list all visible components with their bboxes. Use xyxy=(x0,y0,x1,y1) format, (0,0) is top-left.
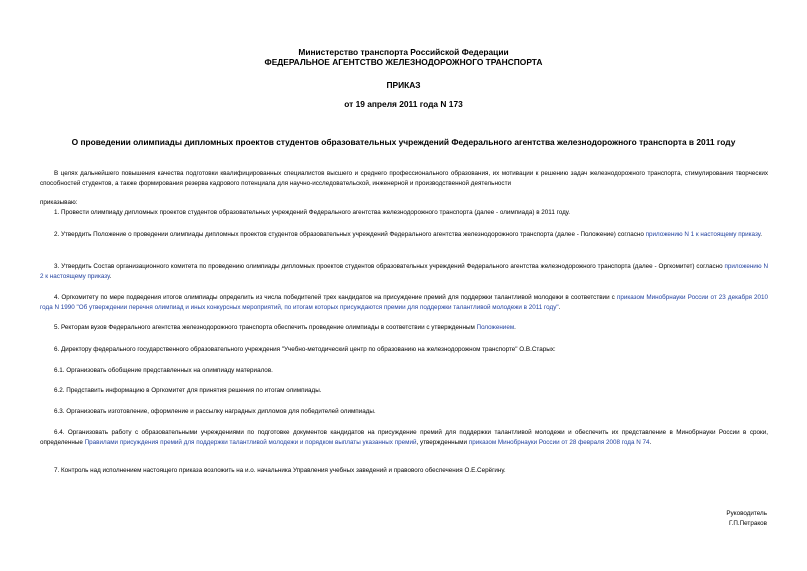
award-rules-link[interactable]: Правилами присуждения премий для поддержки талантливой молодежи и порядком выплаты указанных премий xyxy=(84,438,417,446)
item-2-text: 2. Утвердить Положение о проведении олимпиады дипломных проектов студентов образовательных учреждений Федерального агентства железнодорожного транспорта (далее - Положение) согласно xyxy=(54,231,646,238)
order-word: приказываю: xyxy=(40,199,78,206)
ministry-name: Министерство транспорта Российской Федерации xyxy=(298,47,509,57)
item-6-4-mid: , утвержденными xyxy=(416,438,469,446)
item-2 xyxy=(40,230,768,240)
signatory-position: Руководитель xyxy=(726,510,767,517)
item-6-4-end: . xyxy=(649,438,652,446)
item-2-end: . xyxy=(760,231,763,238)
doc-title: О проведении олимпиады дипломных проектов студентов образовательных учреждений Федерального агентства железнодорожного транспорта в 2011 году xyxy=(71,137,736,147)
item-6-3: 6.3. Организовать изготовление, оформление и рассылку наградных дипломов для победителей олимпиады. xyxy=(54,408,376,415)
item-5-text: 5. Ректорам вузов Федерального агентства железнодорожного транспорта обеспечить проведение олимпиады в соответствии с утвержденным xyxy=(54,324,477,331)
item-7: 7. Контроль над исполнением настоящего приказа возложить на и.о. начальника Управления учебных заведений и правового обеспечения О.Е.Серёгину. xyxy=(54,467,506,474)
doc-date-number: от 19 апреля 2011 года N 173 xyxy=(344,99,463,109)
item-1: 1. Провести олимпиаду дипломных проектов студентов образовательных учреждений Федерального агентства железнодорожного транспорта (далее - олимпиада) в 2011 году. xyxy=(54,209,571,216)
item-6-1: 6.1. Организовать обобщение представленных на олимпиаду материалов. xyxy=(54,367,273,374)
item-5-end: . xyxy=(514,324,516,331)
item-6-2: 6.2. Представить информацию в Оргкомитет для принятия решения по итогам олимпиады. xyxy=(54,387,322,394)
item-6-4-text: 6.4. Организовать работу с образовательными учреждениями по подготовке документов кандидатов на присуждение премий для поддержки талантливой молодежи и обеспечить их представление в Минобрнауки России в сроки, определенные xyxy=(40,429,768,446)
item-3-end: . xyxy=(109,272,112,280)
regulation-link[interactable]: Положением xyxy=(476,324,515,331)
item-3 xyxy=(40,262,768,281)
doc-type: ПРИКАЗ xyxy=(386,80,421,90)
signatory-name: Г.П.Петраков xyxy=(728,520,767,527)
item-3-text: 3. Утвердить Состав организационного комитета по проведению олимпиады дипломных проектов студентов образовательных учреждений Федерального агентства железнодорожного транспорта (далее - Оргкомитет) согласно xyxy=(54,263,725,270)
item-6: 6. Директору федерального государственного образовательного учреждения "Учебно-методический центр по образованию на железнодорожном транспорте" О.В.Старых: xyxy=(54,346,556,353)
item-4 xyxy=(40,293,768,312)
item-5 xyxy=(40,323,768,333)
order-74-link[interactable]: приказом Минобрнауки России от 28 февраля 2008 года N 74 xyxy=(468,438,650,446)
intro-paragraph: В целях дальнейшего повышения качества подготовки квалифицированных специалистов высшего и среднего профессионального образования, их мотивации к решению задач железнодорожного транспорта, стимулирования творческих способностей студентов, а также формирования резерва кадрового потенциала для научно-исследовательской, инженерной и производственной деятельности xyxy=(40,170,768,187)
appendix-1-link[interactable]: приложению N 1 к настоящему приказу xyxy=(645,231,761,238)
order-1990-link[interactable]: приказом Минобрнауки России от 23 декабря 2010 года N 1990 "Об утверждении перечня олимпиад и иных конкурсных мероприятий, по итогам которых присуждаются премии для поддержки талантливой молодежи в 2011 году" xyxy=(40,294,768,311)
agency-name: ФЕДЕРАЛЬНОЕ АГЕНТСТВО ЖЕЛЕЗНОДОРОЖНОГО ТРАНСПОРТА xyxy=(264,57,543,67)
item-4-end: . xyxy=(558,303,561,311)
item-6-4 xyxy=(40,428,768,447)
appendix-2-link[interactable]: приложению N 2 к настоящему приказу xyxy=(40,263,768,280)
item-4-text: 4. Оргкомитету по мере подведения итогов олимпиады определить из числа победителей трех кандидатов на присуждение премий для поддержки талантливой молодежи в соответствии с xyxy=(54,294,617,301)
